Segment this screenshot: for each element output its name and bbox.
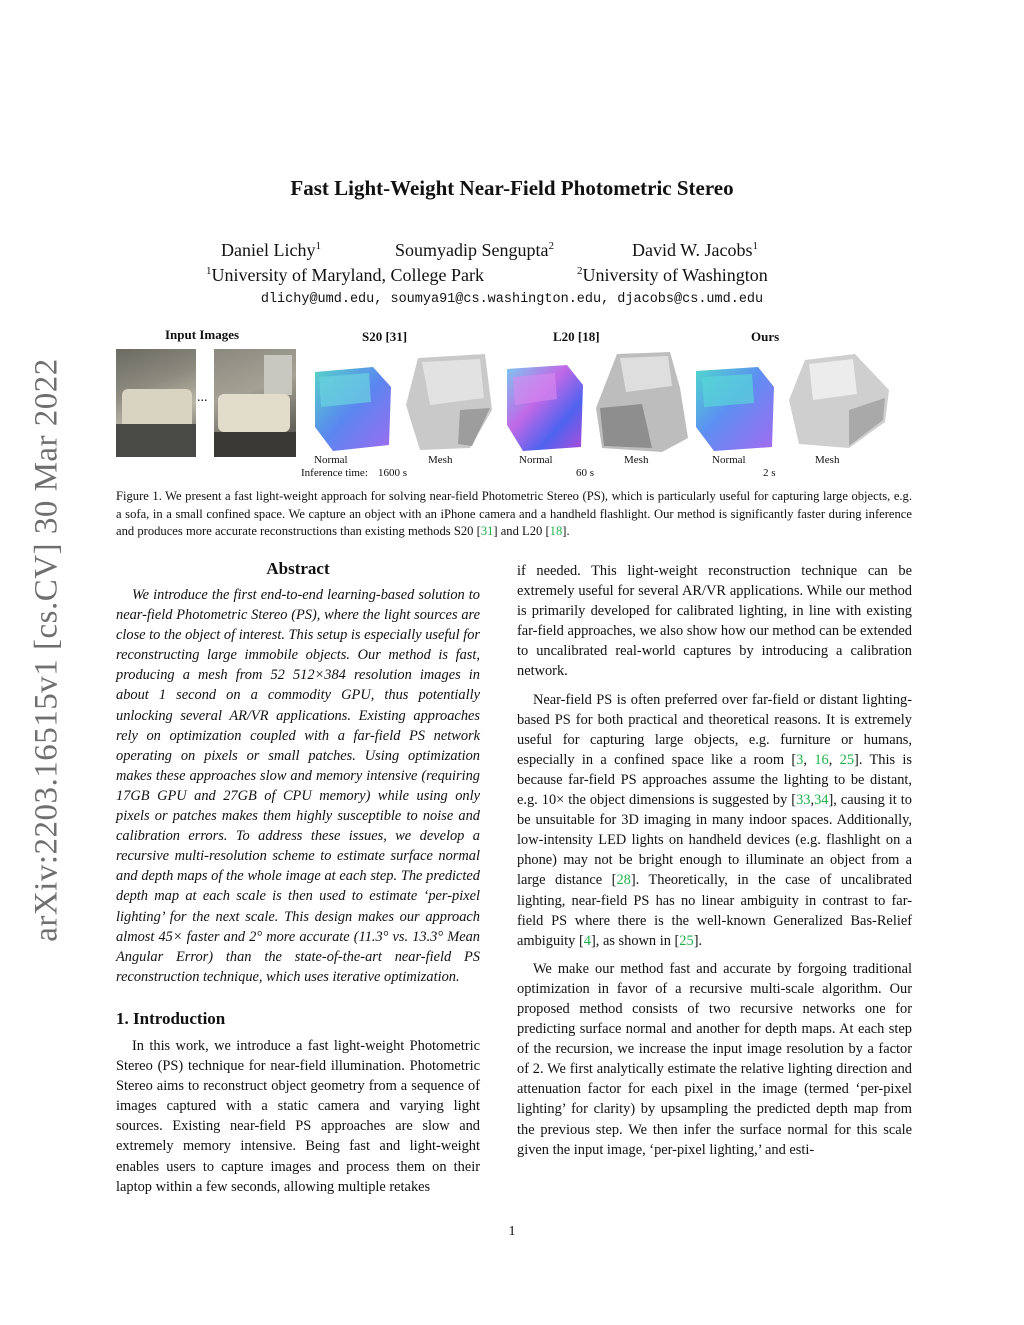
l20-normal-label: Normal — [519, 454, 553, 466]
input-image-2 — [214, 349, 296, 457]
ours-normal-label: Normal — [712, 454, 746, 466]
l20-normal-shape — [505, 347, 585, 453]
citation-link[interactable]: 18 — [549, 524, 563, 538]
s20-mesh-label: Mesh — [428, 454, 453, 466]
abstract-paragraph: We introduce the first end-to-end learning-based solution to near-field Photometric Stereo (PS), where the light sources are close to the object of interest. This setup is especially useful for reconstructing large immobile objects. Our method is fast, producing a mesh from 52 512×384 resolution images in about 1 second on a commodity GPU, thus potentially unlocking several AR/VR applications. Existing approaches rely on optimization coupled with a far-field PS network operating on pixels or small patches. Using optimization makes these approaches slow and memory intensive (requiring 17GB GPU and 27GB of CPU memory) while using only pixels or patches makes them highly susceptible to noise and calibration errors. To address these issues, we develop a recursive multi-resolution scheme to estimate surface normal and depth maps of the whole image at each step. The predicted depth map at each scale is then used to estimate ‘per-pixel lighting’ for the next scale. This design makes our approach almost 45× faster and 2° more accurate (11.3° vs. 13.3° Mean Angular Error) than the state-of-the-art near-field PS reconstruction technique, which uses iterative optimization. — [116, 587, 480, 985]
right-paragraph-1: if needed. This light-weight reconstruction technique can be extremely useful for several AR/VR applications. While our method is primarily developed for calibrated lighting, in line with existing far-field approaches, we also show how our method can be extended to uncalibrated real-world captures by introducing a calibration network. — [517, 563, 912, 680]
l20-time: 60 s — [576, 467, 595, 479]
author-emails: dlichy@umd.edu, soumya91@cs.washington.edu, djacobs@cs.umd.edu — [260, 292, 764, 307]
s20-time: 1600 s — [378, 467, 408, 479]
s20-mesh-shape — [400, 350, 495, 454]
citation-link[interactable]: 25 — [679, 932, 694, 949]
ours-mesh — [785, 350, 895, 454]
ours-mesh-label: Mesh — [815, 454, 840, 466]
figure-header-input: Input Images — [165, 327, 240, 342]
author-3: David W. Jacobs$^1$ — [632, 240, 758, 260]
figure-header-ours: Ours — [751, 329, 780, 344]
l20-mesh — [592, 348, 692, 456]
l20-mesh-label: Mesh — [624, 454, 649, 466]
page-number: 1 — [508, 1224, 516, 1239]
affiliation-2: $^2$University of Washington — [577, 265, 768, 285]
citation-link[interactable]: 4 — [583, 932, 591, 949]
inference-time-label: Inference time: — [301, 467, 368, 479]
ours-time: 2 s — [763, 467, 776, 479]
ours-mesh-shape — [785, 350, 895, 454]
s20-normal-label: Normal — [314, 454, 348, 466]
l20-normal-map — [505, 347, 585, 453]
citation-link[interactable]: 25 — [839, 751, 855, 768]
s20-mesh — [400, 350, 495, 454]
figure-1-caption: Figure 1. We present a fast light-weight approach for solving near-field Photometric Stereo (PS), which is particularly useful for capturing large objects, e.g. a sofa, in a small confined space. We capture an object with an iPhone camera and a handheld flashlight. Our method is significantly faster during inference and produces more accurate reconstructions than existing methods S20 [31] and L20 [18]. — [116, 489, 912, 538]
right-column — [517, 561, 912, 1160]
ours-normal-shape — [694, 347, 776, 453]
author-1: Daniel Lichy$^1$ — [221, 240, 321, 260]
l20-mesh-shape — [592, 348, 692, 456]
abstract-text — [116, 585, 480, 987]
citation-link[interactable]: 28 — [616, 872, 631, 889]
s20-normal-shape — [313, 347, 393, 453]
affiliation-1: $^1$University of Maryland, College Park — [206, 265, 484, 285]
intro-text — [116, 1036, 480, 1197]
author-2: Soumyadip Sengupta$^2$ — [395, 240, 554, 260]
right-paragraph-3: We make our method fast and accurate by forgoing traditional optimization in favor of a recursive multi-scale algorithm. Our proposed method consists of two recursive networks one for predicting surface normal and another for depth maps. At each step of the recursion, we increase the input image resolution by a factor of 2. We first analytically estimate the relative lighting direction and attenuation factor for each pixel in the image (termed ‘per-pixel lighting’ for clarity) by upsampling the predicted depth map from the previous step. We then infer the surface normal for this scale given the input image, ‘per-pixel lighting,’ and esti- — [517, 960, 912, 1158]
paper-title: Fast Light-Weight Near-Field Photometric Stereo — [290, 176, 734, 200]
right-paragraph-2: Near-field PS is often preferred over far-field or distant lighting-based PS for both practical and theoretical reasons. It is extremely useful for capturing large objects, e.g. furniture or humans, especially in a confined space like a room [3, 16, 25]. This is because far-field PS approaches assume the lighting to be distant, e.g. 10× the object dimensions is suggested by [33,34], causing it to be unsuitable for 3D imaging in many indoor spaces. Additionally, low-intensity LED lights on handheld devices (e.g. flashlight on a phone) may not be bright enough to illuminate an object from a large distance [28]. Theoretically, in the case of uncalibrated lighting, near-field PS has no linear ambiguity in contrast to far-field PS where there is the well-known Generalized Bas-Relief ambiguity [4], as shown in [25]. — [517, 691, 912, 949]
intro-paragraph-1: In this work, we introduce a fast light-weight Photometric Stereo (PS) technique for near-field illumination. Photometric Stereo aims to reconstruct object geometry from a sequence of images captured with a static camera and varying light sources. Existing near-field PS approaches are slow and extremely memory intensive. Being fast and light-weight enables users to capture images and process them on their laptop within a few seconds, allowing multiple retakes — [116, 1038, 480, 1195]
citation-link[interactable]: 33 — [796, 792, 811, 809]
input-images-ellipsis: ... — [197, 390, 208, 405]
arxiv-id: arXiv:2203.16515v1 [cs.CV] 30 Mar 2022 — [28, 358, 65, 942]
input-image-1 — [116, 349, 196, 457]
ours-normal-map — [694, 347, 776, 453]
s20-normal-map — [313, 347, 393, 453]
figure-header-l20: L20 [18] — [553, 329, 600, 344]
citation-link[interactable]: 16 — [814, 751, 829, 768]
arxiv-sidebar — [27, 360, 67, 940]
abstract-heading: Abstract — [266, 559, 330, 578]
citation-link[interactable]: 3 — [796, 751, 804, 768]
figure-header-s20: S20 [31] — [362, 329, 408, 344]
citation-link[interactable]: 34 — [814, 792, 829, 809]
intro-heading: 1. Introduction — [116, 1009, 226, 1028]
citation-link[interactable]: 31 — [480, 524, 494, 538]
